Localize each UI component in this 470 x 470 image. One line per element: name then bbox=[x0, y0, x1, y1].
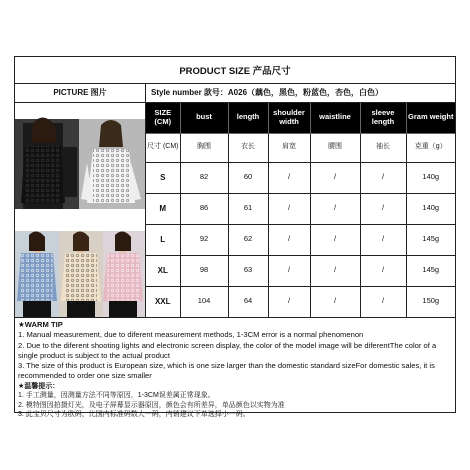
waistline-cell: / bbox=[310, 193, 360, 224]
warm-tip-heading: ★WARM TIP bbox=[18, 320, 63, 329]
cn-tip-line: 3. 此宝贝尺寸为欧码，比国内标准码数大一码，内销建议下单选择小一码。 bbox=[18, 411, 250, 418]
header-length-cn: 衣长 bbox=[228, 133, 268, 162]
chart-title: PRODUCT SIZE 产品尺寸 bbox=[15, 57, 455, 84]
header-sleeve: sleeve length bbox=[360, 103, 406, 133]
sleeve-cell: / bbox=[360, 286, 406, 317]
bust-cell: 82 bbox=[180, 162, 228, 193]
length-cell: 64 bbox=[228, 286, 268, 317]
warm-tip-line: 3. The size of this product is European size, which is one size larger than the domestic standard sizeFor domestic sales, it is recommended to order one size smaller bbox=[18, 361, 435, 381]
cn-tip-line: 1. 手工测量，因测量方法不同等原因，1-3CM误差属正常现象。 bbox=[18, 392, 215, 400]
header-size-cn: 尺寸 (CM) bbox=[146, 133, 180, 162]
model-apricot bbox=[59, 231, 103, 317]
header-bust-cn: 胸围 bbox=[180, 133, 228, 162]
bust-cell: 92 bbox=[180, 224, 228, 255]
waistline-cell: / bbox=[310, 255, 360, 286]
shoulder-cell: / bbox=[268, 286, 310, 317]
header-length: length bbox=[228, 103, 268, 133]
sleeve-cell: / bbox=[360, 224, 406, 255]
weight-cell: 145g bbox=[406, 255, 455, 286]
model-photos bbox=[15, 103, 146, 317]
size-chart bbox=[14, 56, 456, 418]
header-weight-cn: 克重（g） bbox=[406, 133, 455, 162]
size-cell: XL bbox=[146, 255, 180, 286]
sleeve-cell: / bbox=[360, 255, 406, 286]
table-row bbox=[146, 162, 455, 193]
header-weight: Gram weight bbox=[406, 103, 455, 133]
shoulder-cell: / bbox=[268, 255, 310, 286]
table-row bbox=[146, 255, 455, 286]
table-header-en bbox=[146, 103, 455, 133]
model-blue bbox=[15, 231, 59, 317]
size-cell: L bbox=[146, 224, 180, 255]
cn-tip-heading: ★温馨提示： bbox=[18, 382, 60, 390]
weight-cell: 150g bbox=[406, 286, 455, 317]
picture-header: PICTURE 图片 bbox=[15, 83, 146, 103]
header-size: SIZE (CM) bbox=[146, 103, 180, 133]
waistline-cell: / bbox=[310, 224, 360, 255]
length-cell: 62 bbox=[228, 224, 268, 255]
weight-cell: 140g bbox=[406, 162, 455, 193]
weight-cell: 145g bbox=[406, 224, 455, 255]
table-row bbox=[146, 193, 455, 224]
header-bust: bust bbox=[180, 103, 228, 133]
model-photos-image bbox=[15, 103, 145, 317]
weight-cell: 140g bbox=[406, 193, 455, 224]
header-shoulder-cn: 肩宽 bbox=[268, 133, 310, 162]
sleeve-cell: / bbox=[360, 193, 406, 224]
header-sleeve-cn: 袖长 bbox=[360, 133, 406, 162]
length-cell: 63 bbox=[228, 255, 268, 286]
shoulder-cell: / bbox=[268, 224, 310, 255]
waistline-cell: / bbox=[310, 286, 360, 317]
size-cell: M bbox=[146, 193, 180, 224]
size-table bbox=[146, 103, 455, 317]
model-black bbox=[15, 117, 79, 209]
model-pink bbox=[103, 231, 145, 317]
table-row bbox=[146, 224, 455, 255]
sleeve-cell: / bbox=[360, 162, 406, 193]
table-row bbox=[146, 286, 455, 317]
table-header-cn bbox=[146, 133, 455, 162]
length-cell: 60 bbox=[228, 162, 268, 193]
style-number: Style number 款号：A026（藕色，黑色，粉蓝色，杏色，白色） bbox=[146, 83, 455, 103]
warm-tip-line: 1. Manual measurement, due to diferent measurement methods, 1-3CM error is a normal phenomenon bbox=[18, 330, 364, 340]
size-cell: S bbox=[146, 162, 180, 193]
model-white bbox=[79, 119, 145, 209]
bust-cell: 86 bbox=[180, 193, 228, 224]
shoulder-cell: / bbox=[268, 193, 310, 224]
cn-tip-line: 2. 模特图因拍摄灯光，及电子屏幕显示器原因，颜色会有所差异，单品颜色以实物为准 bbox=[18, 401, 285, 409]
notes-section bbox=[15, 317, 455, 418]
header-waistline-cn: 腰围 bbox=[310, 133, 360, 162]
shoulder-cell: / bbox=[268, 162, 310, 193]
header-waistline: waistline bbox=[310, 103, 360, 133]
header-shoulder: shoulder width bbox=[268, 103, 310, 133]
waistline-cell: / bbox=[310, 162, 360, 193]
bust-cell: 104 bbox=[180, 286, 228, 317]
warm-tip-line: 2. Due to the diferent shooting lights and electronic screen display, the color of the model image will be diferentThe color of a single product is subject to the actual product bbox=[18, 340, 437, 360]
length-cell: 61 bbox=[228, 193, 268, 224]
bust-cell: 98 bbox=[180, 255, 228, 286]
size-cell: XXL bbox=[146, 286, 180, 317]
